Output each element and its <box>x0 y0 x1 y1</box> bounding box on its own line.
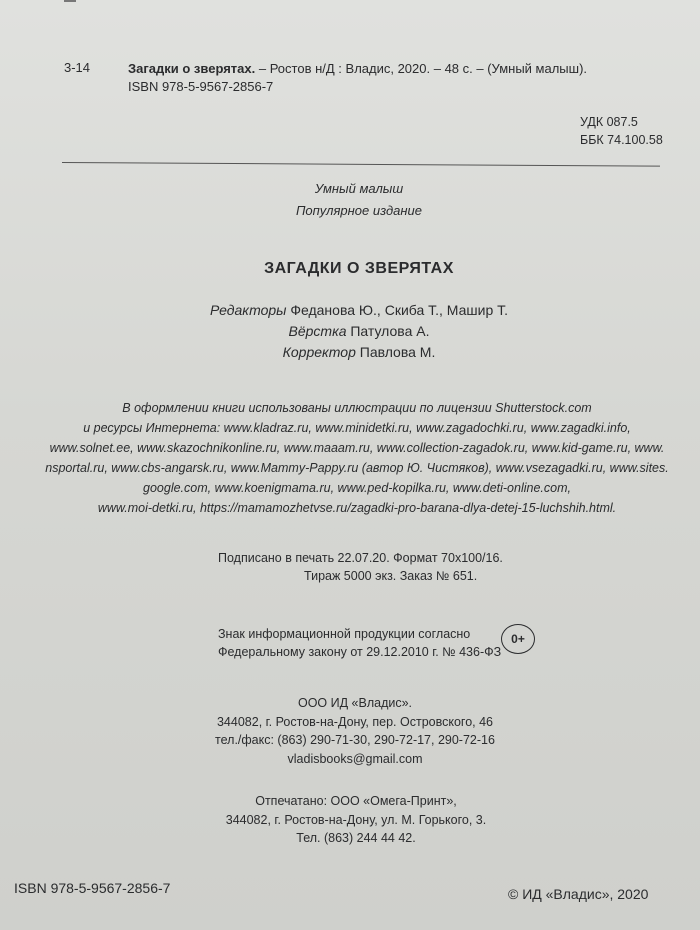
divider-line <box>62 162 660 167</box>
edition-type: Популярное издание <box>295 203 423 218</box>
page-top-mark <box>64 0 76 6</box>
illustration-credits <box>0 398 700 518</box>
proofreader-line <box>0 342 700 363</box>
printer-name: Отпечатано: ООО «Омега-Принт», <box>255 794 457 808</box>
publisher-name: ООО ИД «Владис». <box>297 696 413 710</box>
age-rating-badge: 0+ <box>501 624 535 654</box>
illustration-line: nsportal.ru, www.cbs-angarsk.ru, www.Mammy-Pappy.ru (автор Ю. Чистяков), www.vsezagadki.ru, www.sites. <box>45 461 669 475</box>
editors-line <box>0 300 700 321</box>
print-signed-line: Подписано в печать 22.07.20. Формат 70x100/16. <box>218 551 503 565</box>
bibliographic-details: – Ростов н/Д : Владис, 2020. – 48 с. – (Умный малыш). <box>255 61 588 76</box>
header-isbn: ISBN 978-5-9567-2856-7 <box>128 79 274 94</box>
udk-index: УДК 087.5 <box>580 115 638 129</box>
layout-role: Вёрстка <box>288 323 347 339</box>
layout-name: Патулова А. <box>346 323 430 339</box>
bbk-index: ББК 74.100.58 <box>580 133 663 147</box>
proofreader-name: Павлова М. <box>355 344 436 360</box>
illustration-line: www.moi-detki.ru, https://mamamozhetvse.ru/zagadki-pro-barana-dlya-detej-15-luchshih.html. <box>97 501 617 515</box>
publisher-email: vladisbooks@gmail.com <box>287 751 423 766</box>
illustration-line: В оформлении книги использованы иллюстрации по лицензии Shutterstock.com <box>122 401 592 415</box>
bibliographic-record <box>128 60 587 96</box>
bibliographic-title: Загадки о зверятах. <box>128 61 256 76</box>
printing-details <box>218 549 503 585</box>
proofreader-role: Корректор <box>282 344 356 360</box>
layout-line <box>0 321 700 342</box>
credits-block <box>0 300 700 363</box>
bibliographic-line <box>128 60 587 78</box>
print-run-line: Тираж 5000 экз. Заказ № 651. <box>304 569 478 583</box>
illustration-line: google.com, www.koenigmama.ru, www.ped-kopilka.ru, www.deti-online.com, <box>143 481 571 495</box>
printer-address: 344082, г. Ростов-на-Дону, ул. М. Горького, 3. <box>225 812 487 827</box>
publisher-phone: тел./факс: (863) 290-71-30, 290-72-17, 290-72-16 <box>215 733 495 747</box>
info-sign-line: Знак информационной продукции согласно <box>218 627 471 641</box>
copyright-notice: © ИД «Владис», 2020 <box>508 886 649 902</box>
publisher-address: 344082, г. Ростов-на-Дону, пер. Островского, 46 <box>216 714 493 729</box>
editors-names: Феданова Ю., Скиба Т., Машир Т. <box>286 302 509 318</box>
printer-phone: Тел. (863) 244 44 42. <box>296 831 416 845</box>
publisher-block <box>0 694 700 768</box>
illustration-line: и ресурсы Интернета: www.kladraz.ru, www.minidetki.ru, www.zagadochki.ru, www.zagadki.info, <box>83 421 631 435</box>
info-sign-text <box>218 625 501 661</box>
series-block <box>0 178 700 222</box>
series-name: Умный малыш <box>314 181 404 196</box>
classification-code: 3-14 <box>64 60 91 75</box>
footer-isbn: ISBN 978-5-9567-2856-7 <box>14 880 171 896</box>
classification-indexes <box>580 113 663 149</box>
info-sign-line: Федеральному закону от 29.12.2010 г. № 436-ФЗ <box>218 645 502 659</box>
printer-block <box>0 792 700 848</box>
book-title: ЗАГАДКИ О ЗВЕРЯТАХ <box>264 260 454 277</box>
illustration-line: www.solnet.ee, www.skazochnikonline.ru, www.maaam.ru, www.collection-zagadok.ru, www.kid-game.ru, www. <box>49 441 665 455</box>
editors-role: Редакторы <box>209 302 287 318</box>
